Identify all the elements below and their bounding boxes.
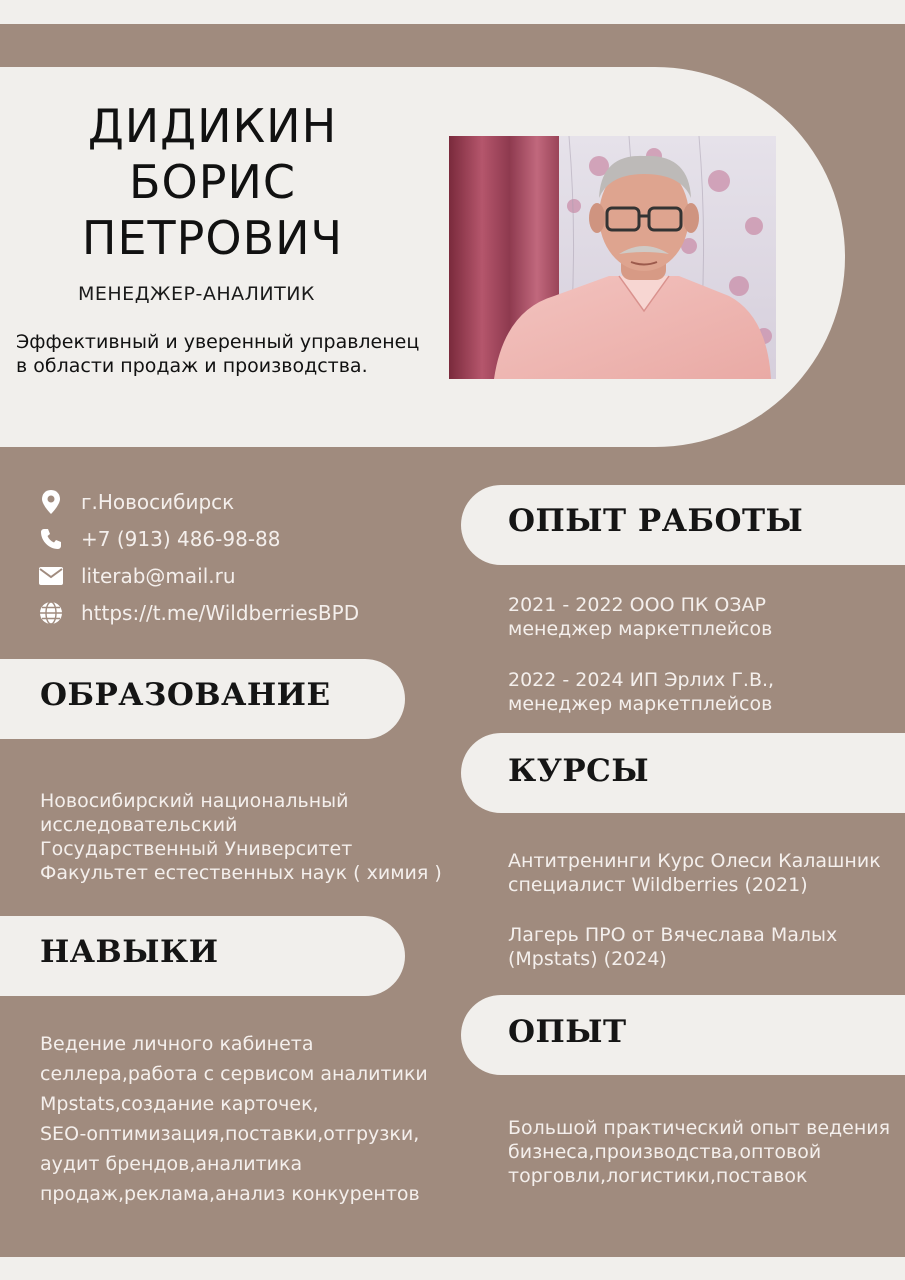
contact-phone-number[interactable]: +7 (913) 486-98-88 <box>81 526 281 551</box>
contact-phone <box>38 520 359 557</box>
skills-text <box>40 1029 428 1209</box>
course-item-line: специалист Wildberries (2021) <box>508 874 808 896</box>
education-text <box>40 789 442 885</box>
name-line: ПЕТРОВИЧ <box>81 211 344 265</box>
education-line: Факультет естественных наук ( химия ) <box>40 862 442 884</box>
work-item-line: 2021 - 2022 ООО ПК ОЗАР <box>508 594 766 616</box>
globe-icon <box>38 600 64 626</box>
contact-list <box>38 483 359 631</box>
skills-line: SEO-оптимизация,поставки,отгрузки, <box>40 1123 420 1145</box>
work-item <box>508 593 772 641</box>
person-name <box>40 98 385 266</box>
contact-email <box>38 557 359 594</box>
work-title: ОПЫТ РАБОТЫ <box>508 503 804 539</box>
experience-line: Большой практический опыт ведения <box>508 1117 891 1139</box>
course-item-line: Антитренинги Курс Олеси Калашник <box>508 850 881 872</box>
courses-title: КУРСЫ <box>508 753 650 789</box>
work-item-line: менеджер маркетплейсов <box>508 693 773 715</box>
contact-website-link[interactable]: https://t.me/WildberriesBPD <box>81 600 360 625</box>
skills-title: НАВЫКИ <box>40 934 219 970</box>
education-line: Государственный Университет <box>40 838 353 860</box>
skills-line: продаж,реклама,анализ конкурентов <box>40 1183 420 1205</box>
course-item-line: (Mpstats) (2024) <box>508 948 667 970</box>
name-line: БОРИС <box>128 155 297 209</box>
phone-icon <box>38 526 64 552</box>
experience-text <box>508 1116 890 1188</box>
education-line: исследовательский <box>40 814 238 836</box>
name-line: ДИДИКИН <box>87 99 338 153</box>
work-item <box>508 668 774 716</box>
skills-line: аудит брендов,аналитика <box>40 1153 303 1175</box>
skills-line: Ведение личного кабинета <box>40 1033 314 1055</box>
experience-line: бизнеса,производства,оптовой <box>508 1141 822 1163</box>
education-title: ОБРАЗОВАНИЕ <box>40 677 331 713</box>
experience-title: ОПЫТ <box>508 1014 627 1050</box>
location-icon <box>38 489 64 515</box>
tagline-line: Эффективный и уверенный управленец <box>16 331 420 353</box>
profile-photo <box>449 136 776 379</box>
contact-email-address[interactable]: literab@mail.ru <box>81 563 236 588</box>
contact-website <box>38 594 359 631</box>
contact-city: г.Новосибирск <box>81 489 235 514</box>
experience-line: торговли,логистики,поставок <box>508 1165 808 1187</box>
job-title: МЕНЕДЖЕР-АНАЛИТИК <box>78 283 315 305</box>
work-item-line: 2022 - 2024 ИП Эрлих Г.В., <box>508 669 775 691</box>
skills-line: селлера,работа с сервисом аналитики <box>40 1063 428 1085</box>
course-item-line: Лагерь ПРО от Вячеслава Малых <box>508 924 838 946</box>
course-item <box>508 849 881 897</box>
tagline <box>16 330 436 378</box>
contact-location <box>38 483 359 520</box>
education-line: Новосибирский национальный <box>40 790 349 812</box>
course-item <box>508 923 837 971</box>
tagline-line: в области продаж и производства. <box>16 355 368 377</box>
skills-line: Mpstats,создание карточек, <box>40 1093 319 1115</box>
work-item-line: менеджер маркетплейсов <box>508 618 773 640</box>
mail-icon <box>38 563 64 589</box>
